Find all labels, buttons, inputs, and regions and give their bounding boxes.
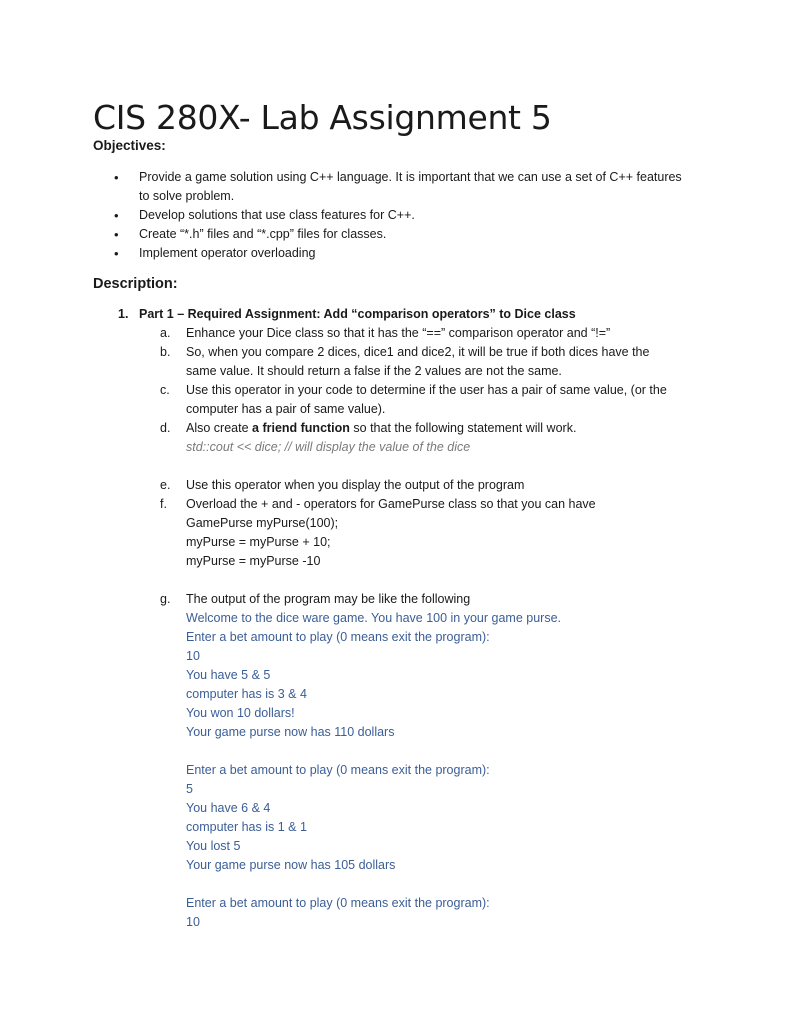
program-output — [186, 609, 720, 932]
output-line: Enter a bet amount to play (0 means exit the program): — [186, 896, 490, 910]
item-line: Enhance your Dice class so that it has the “==” comparison operator and “!=” — [186, 326, 611, 340]
part1-number: 1. — [118, 307, 129, 321]
objective-item — [114, 225, 714, 244]
output-line: 10 — [186, 649, 200, 663]
objective-line: Implement operator overloading — [139, 246, 316, 260]
item-f — [160, 495, 720, 571]
item-letter: g. — [160, 592, 171, 606]
output-line: You won 10 dollars! — [186, 706, 295, 720]
item-line: computer has a pair of same value). — [186, 402, 386, 416]
item-c — [160, 381, 720, 419]
output-line: computer has is 3 & 4 — [186, 687, 307, 701]
output-line: 5 — [186, 782, 193, 796]
output-line: 10 — [186, 915, 200, 929]
item-line: Use this operator when you display the output of the program — [186, 478, 525, 492]
output-spacer — [186, 742, 720, 761]
output-line: Welcome to the dice ware game. You have 100 in your game purse. — [186, 611, 561, 625]
objective-line: Develop solutions that use class features for C++. — [139, 208, 415, 222]
item-e — [160, 476, 720, 495]
item-line: The output of the program may be like the following — [186, 592, 471, 606]
item-letter: e. — [160, 478, 171, 492]
item-line: GamePurse myPurse(100); — [186, 516, 339, 530]
item-letter: f. — [160, 497, 167, 511]
part1-label: Part 1 – Required Assignment: Add “comparison operators” to Dice class — [139, 307, 576, 321]
output-line: You lost 5 — [186, 839, 241, 853]
item-a — [160, 324, 720, 343]
output-line: computer has is 1 & 1 — [186, 820, 307, 834]
item-line: So, when you compare 2 dices, dice1 and dice2, it will be true if both dices have the — [186, 345, 650, 359]
item-letter: a. — [160, 326, 171, 340]
document-title: CIS 280X- Lab Assignment 5 — [93, 98, 552, 137]
item-g — [160, 590, 720, 932]
part1-items — [160, 324, 720, 932]
output-line: Enter a bet amount to play (0 means exit the program): — [186, 630, 490, 644]
output-line: Your game purse now has 110 dollars — [186, 725, 395, 739]
item-letter: b. — [160, 345, 171, 359]
objective-item — [114, 244, 714, 263]
objectives-list — [114, 168, 714, 263]
objective-item — [114, 168, 714, 206]
part1-heading — [118, 305, 576, 324]
output-line: You have 5 & 5 — [186, 668, 271, 682]
item-letter: d. — [160, 421, 171, 435]
item-line: same value. It should return a false if the 2 values are not the same. — [186, 364, 562, 378]
item-line: myPurse = myPurse -10 — [186, 554, 321, 568]
output-spacer — [186, 875, 720, 894]
output-line: Enter a bet amount to play (0 means exit the program): — [186, 763, 490, 777]
objective-line: Provide a game solution using C++ language. It is important that we can use a set of C++ features — [139, 170, 682, 184]
item-text: Also create — [186, 421, 253, 435]
item-line: Overload the + and - operators for GamePurse class so that you can have — [186, 497, 596, 511]
objective-line: Create “*.h” files and “*.cpp” files for classes. — [139, 227, 387, 241]
objective-item — [114, 206, 714, 225]
friend-function-text: a friend function — [252, 421, 350, 435]
item-letter: c. — [160, 383, 170, 397]
item-text: so that the following statement will work. — [349, 421, 577, 435]
item-line: Use this operator in your code to determine if the user has a pair of same value, (or the — [186, 383, 667, 397]
output-line: Your game purse now has 105 dollars — [186, 858, 396, 872]
item-line: myPurse = myPurse + 10; — [186, 535, 331, 549]
item-d — [160, 419, 720, 457]
objective-line: to solve problem. — [139, 189, 235, 203]
objectives-heading: Objectives: — [93, 138, 166, 153]
output-line: You have 6 & 4 — [186, 801, 271, 815]
description-heading: Description: — [93, 276, 178, 292]
item-b — [160, 343, 720, 381]
item-line — [186, 419, 720, 438]
code-example: std::cout << dice; // will display the value of the dice — [186, 440, 471, 454]
